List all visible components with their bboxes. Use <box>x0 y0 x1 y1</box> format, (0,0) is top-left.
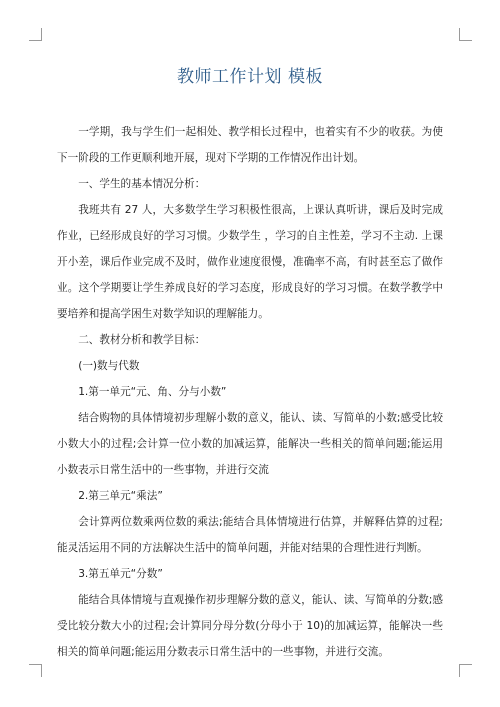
heading-unit-5: 3.第五单元“分数” <box>78 568 163 580</box>
heading-unit-3: 2.第三单元“乘法” <box>78 490 163 502</box>
document-title: 教师工作计划 模板 <box>177 67 323 87</box>
paragraph-student-analysis: 我班共有 27 人，大多数学生学习积极性很高，上课认真听讲，课后及时完成作业，已经形成良好的学习习惯。少数学生 ，学习的自主性差，学习不主动. 上课开小差，课后作业完成不及时，做作业速度很慢，准确率不高，有时甚至忘了做作业。这个学期要让学生养成良好的学习态度，形成良好的学习习惯。在数学教学中要培养和提高学困生对数学知识的理解能力。 <box>57 204 443 320</box>
crop-mark-bottom-right <box>459 664 472 677</box>
heading-number-algebra: (一)数与代数 <box>78 360 140 372</box>
crop-mark-bottom-left <box>29 664 42 677</box>
document-body <box>57 119 443 665</box>
paragraph-unit-3: 会计算两位数乘两位数的乘法;能结合具体情境进行估算，并解释估算的过程;能灵活运用不同的方法解决生活中的简单问题，并能对结果的合理性进行判断。 <box>57 516 443 554</box>
heading-student-analysis: 一、学生的基本情况分析： <box>78 178 206 190</box>
crop-mark-top-left <box>29 28 42 41</box>
paragraph-intro: 一学期，我与学生们一起相处、教学相长过程中，也着实有不少的收获。为使下一阶段的工作更顺利地开展，现对下学期的工作情况作出计划。 <box>57 126 443 164</box>
heading-textbook-analysis: 二、教材分析和教学目标： <box>78 334 206 346</box>
heading-unit-1: 1.第一单元“元、角、分与小数” <box>78 386 227 398</box>
crop-mark-top-right <box>459 28 472 41</box>
paragraph-unit-5: 能结合具体情境与直观操作初步理解分数的意义，能认、读、写简单的分数;感受比较分数大小的过程;会计算同分母分数(分母小于 10)的加减运算，能解决一些相关的简单问题;能运用分数表示日常生活中的一些事物，并进行交流。 <box>57 594 443 658</box>
paragraph-unit-1: 结合购物的具体情境初步理解小数的意义，能认、读、写简单的小数;感受比较小数大小的过程;会计算一位小数的加减运算，能解决一些相关的简单问题;能运用小数表示日常生活中的一些事物，并进行交流 <box>57 412 443 476</box>
